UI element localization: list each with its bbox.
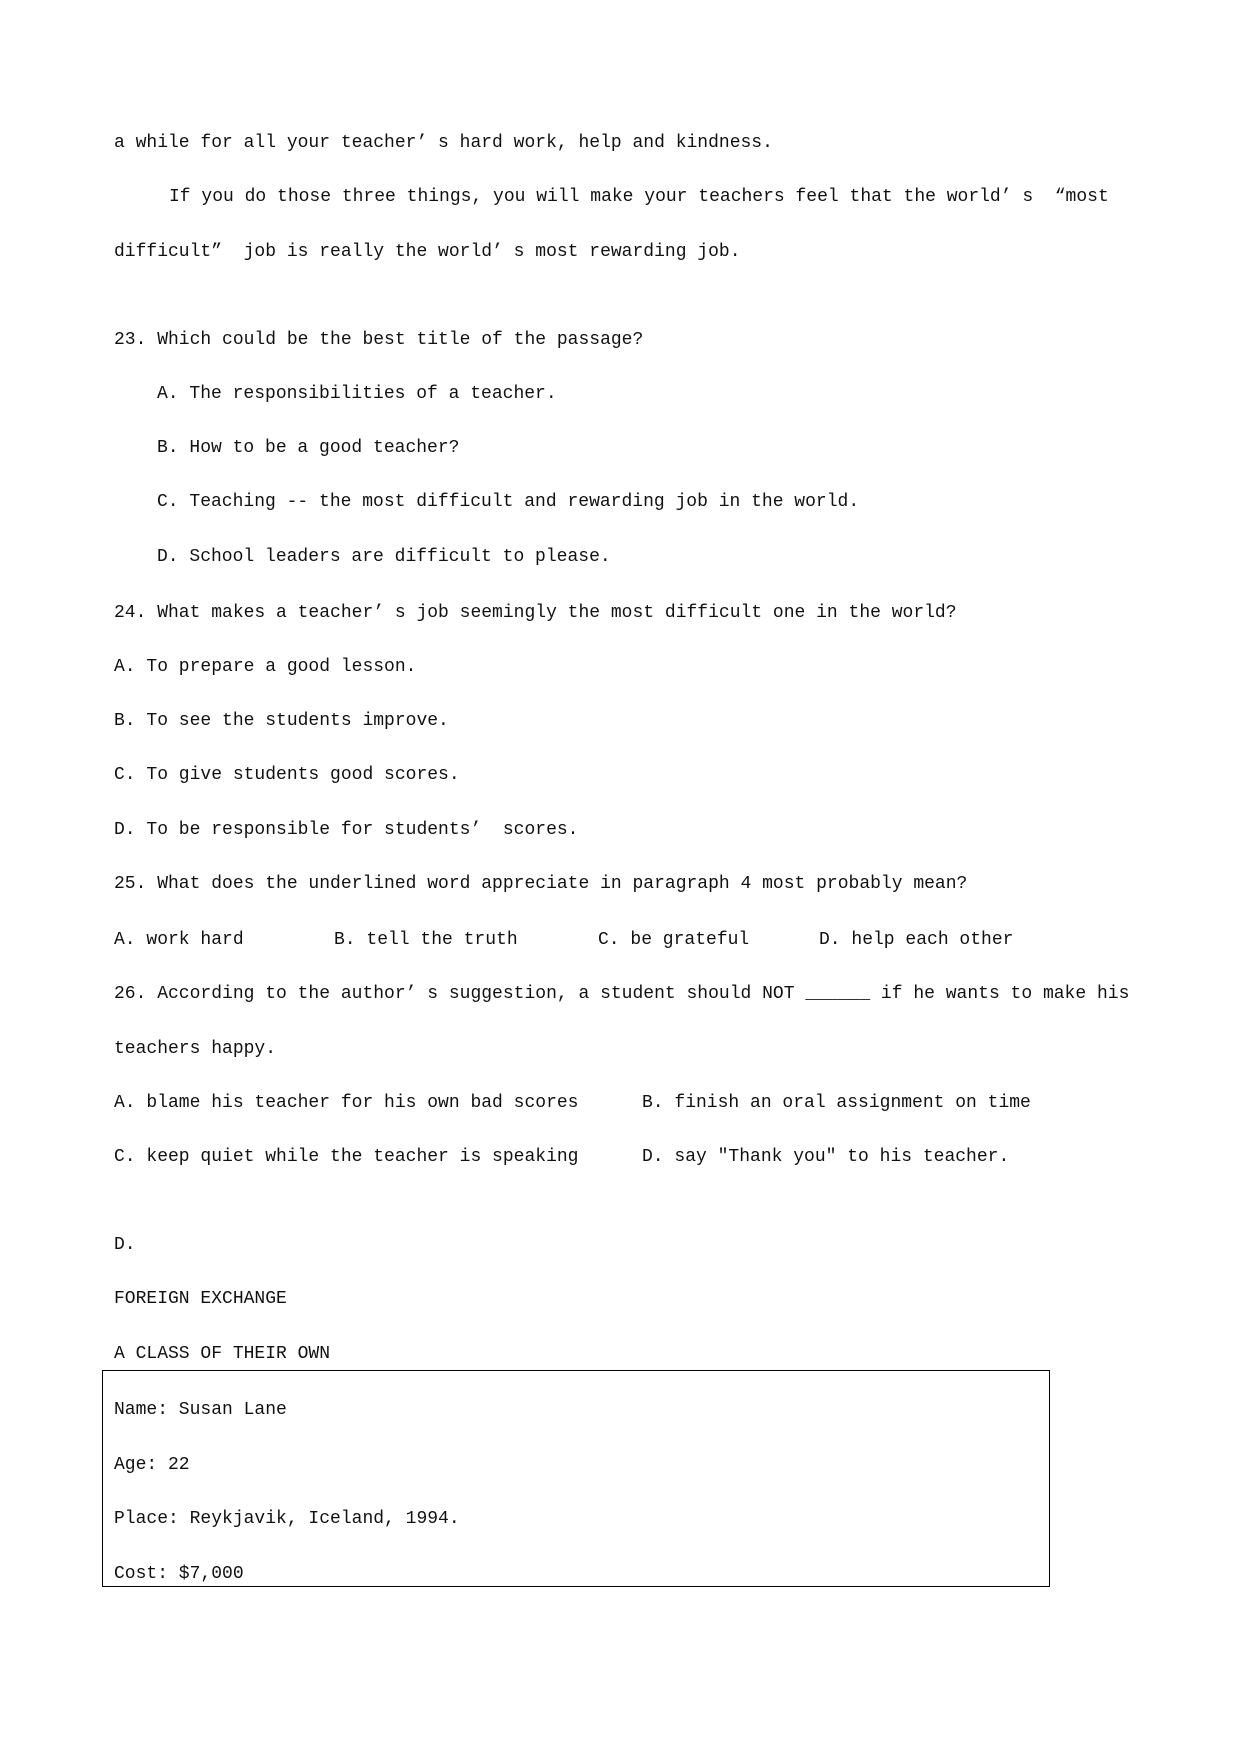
section-heading: FOREIGN EXCHANGE bbox=[114, 1289, 287, 1309]
option: C. be grateful bbox=[598, 930, 750, 950]
option: B. How to be a good teacher? bbox=[157, 438, 460, 458]
profile-name: Name: Susan Lane bbox=[114, 1400, 287, 1420]
option: A. To prepare a good lesson. bbox=[114, 657, 417, 677]
section-label: D. bbox=[114, 1235, 136, 1255]
profile-age: Age: 22 bbox=[114, 1455, 190, 1475]
option: C. keep quiet while the teacher is speaking bbox=[114, 1147, 579, 1167]
section-subheading: A CLASS OF THEIR OWN bbox=[114, 1344, 331, 1364]
profile-cost: Cost: $7,000 bbox=[114, 1564, 244, 1584]
option: D. help each other bbox=[819, 930, 1014, 950]
option: C. To give students good scores. bbox=[114, 765, 460, 785]
option: B. To see the students improve. bbox=[114, 711, 449, 731]
option: D. To be responsible for students’ scores. bbox=[114, 820, 579, 840]
option: A. work hard bbox=[114, 930, 244, 950]
passage-line: a while for all your teacher’ s hard work, help and kindness. bbox=[114, 133, 773, 153]
question-stem: 24. What makes a teacher’ s job seemingly the most difficult one in the world? bbox=[114, 603, 957, 623]
profile-place: Place: Reykjavik, Iceland, 1994. bbox=[114, 1509, 460, 1529]
option: C. Teaching -- the most difficult and rewarding job in the world. bbox=[157, 492, 860, 512]
question-stem: 25. What does the underlined word appreciate in paragraph 4 most probably mean? bbox=[114, 874, 968, 894]
question-stem: 23. Which could be the best title of the passage? bbox=[114, 330, 644, 350]
option: A. The responsibilities of a teacher. bbox=[157, 384, 557, 404]
option: B. finish an oral assignment on time bbox=[642, 1093, 1031, 1113]
question-stem: 26. According to the author’ s suggestion, a student should NOT ______ if he wants to make his bbox=[114, 984, 1130, 1004]
passage-line: If you do those three things, you will make your teachers feel that the world’ s “most bbox=[169, 187, 1109, 207]
question-stem-cont: teachers happy. bbox=[114, 1039, 277, 1059]
option: D. School leaders are difficult to please. bbox=[157, 547, 611, 567]
passage-line: difficult” job is really the world’ s most rewarding job. bbox=[114, 242, 741, 262]
option: A. blame his teacher for his own bad scores bbox=[114, 1093, 579, 1113]
option: D. say "Thank you" to his teacher. bbox=[642, 1147, 1010, 1167]
option: B. tell the truth bbox=[334, 930, 518, 950]
